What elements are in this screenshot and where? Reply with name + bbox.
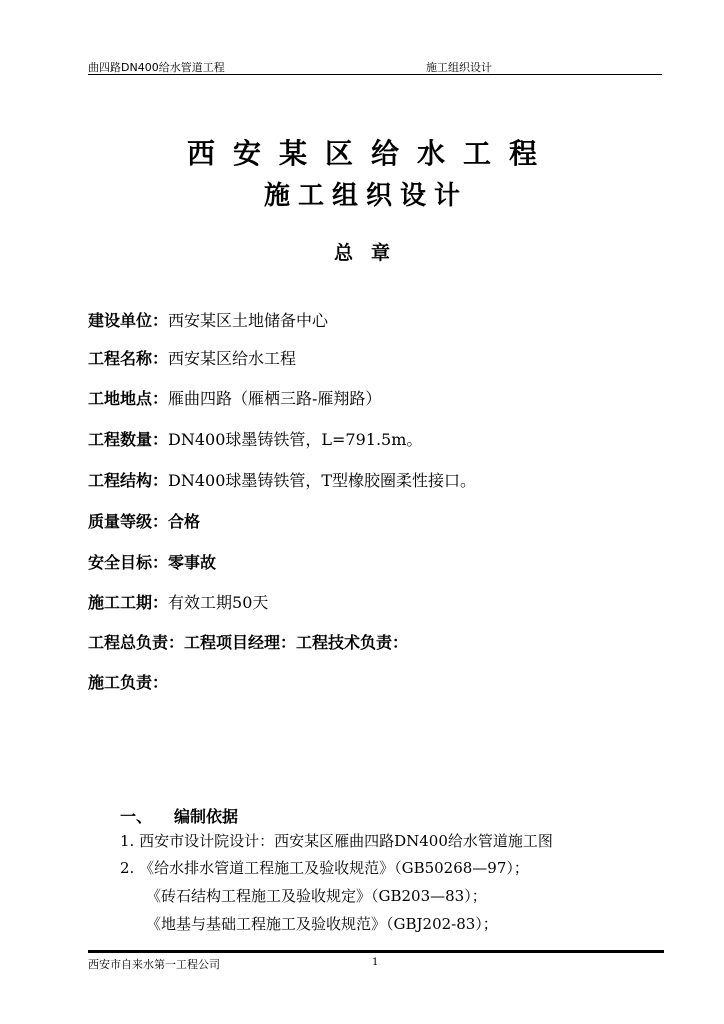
chapter-title: 总章: [333, 242, 408, 264]
field-quantity: [88, 427, 422, 450]
field-label: 施工负责：: [88, 673, 169, 692]
document-title: 西安某区给水工程: [186, 137, 555, 170]
field-label: 工程数量：: [88, 430, 169, 449]
document-title-line2: 施工组织设计: [263, 181, 468, 211]
field-construction-lead: [88, 670, 168, 693]
page-header: [88, 58, 662, 75]
field-responsible: [88, 630, 408, 653]
field-label: 质量等级：: [88, 512, 169, 531]
field-value: DN400球墨铸铁管，T型橡胶圈柔性接口。: [168, 471, 477, 490]
field-label: 施工工期：: [88, 593, 169, 612]
field-label: 工地地点：: [88, 389, 169, 408]
field-value: 西安某区土地储备中心: [168, 311, 329, 330]
field-value: DN400球墨铸铁管，L=791.5m。: [168, 430, 423, 449]
list-item: 《地基与基础工程施工及验收规范》（GBJ202-83）；: [146, 915, 498, 933]
field-period: [88, 590, 268, 613]
footer-company: 西安市自来水第一工程公司: [88, 958, 220, 971]
page-footer: [88, 950, 664, 971]
field-quality: [88, 509, 200, 532]
field-value: 雁曲四路（雁栖三路-雁翔路）: [168, 389, 382, 408]
field-build-unit: [88, 308, 328, 331]
section-title: 编制依据: [174, 807, 239, 826]
field-label: 安全目标：: [88, 553, 169, 572]
field-structure: [88, 468, 476, 491]
list-item: 1. 西安市设计院设计：西安某区雁曲四路DN400给水管道施工图: [120, 832, 553, 850]
field-safety: [88, 550, 216, 573]
field-value: 零事故: [168, 553, 217, 572]
field-label: 工程结构：: [88, 471, 169, 490]
list-item: 2. 《给水排水管道工程施工及验收规范》（GB50268—97）；: [120, 859, 529, 877]
field-value: 西安某区给水工程: [168, 349, 297, 368]
field-label: 建设单位：: [88, 311, 169, 330]
field-label: 工程名称：: [88, 349, 169, 368]
header-project-name: 曲四路DN400给水管道工程: [88, 61, 225, 74]
field-value: 合格: [168, 512, 201, 531]
section-heading: [120, 804, 238, 827]
field-site: [88, 386, 381, 409]
field-value: 有效工期50天: [168, 593, 269, 612]
page-number: 1: [372, 957, 379, 968]
list-item: 《砖石结构工程施工及验收规定》（GB203—83）；: [146, 887, 487, 905]
field-project-name: [88, 346, 296, 369]
field-label: 工程总负责：工程项目经理：工程技术负责：: [88, 633, 409, 652]
header-doc-type: 施工组织设计: [426, 61, 492, 74]
section-number: 一、: [120, 807, 153, 826]
